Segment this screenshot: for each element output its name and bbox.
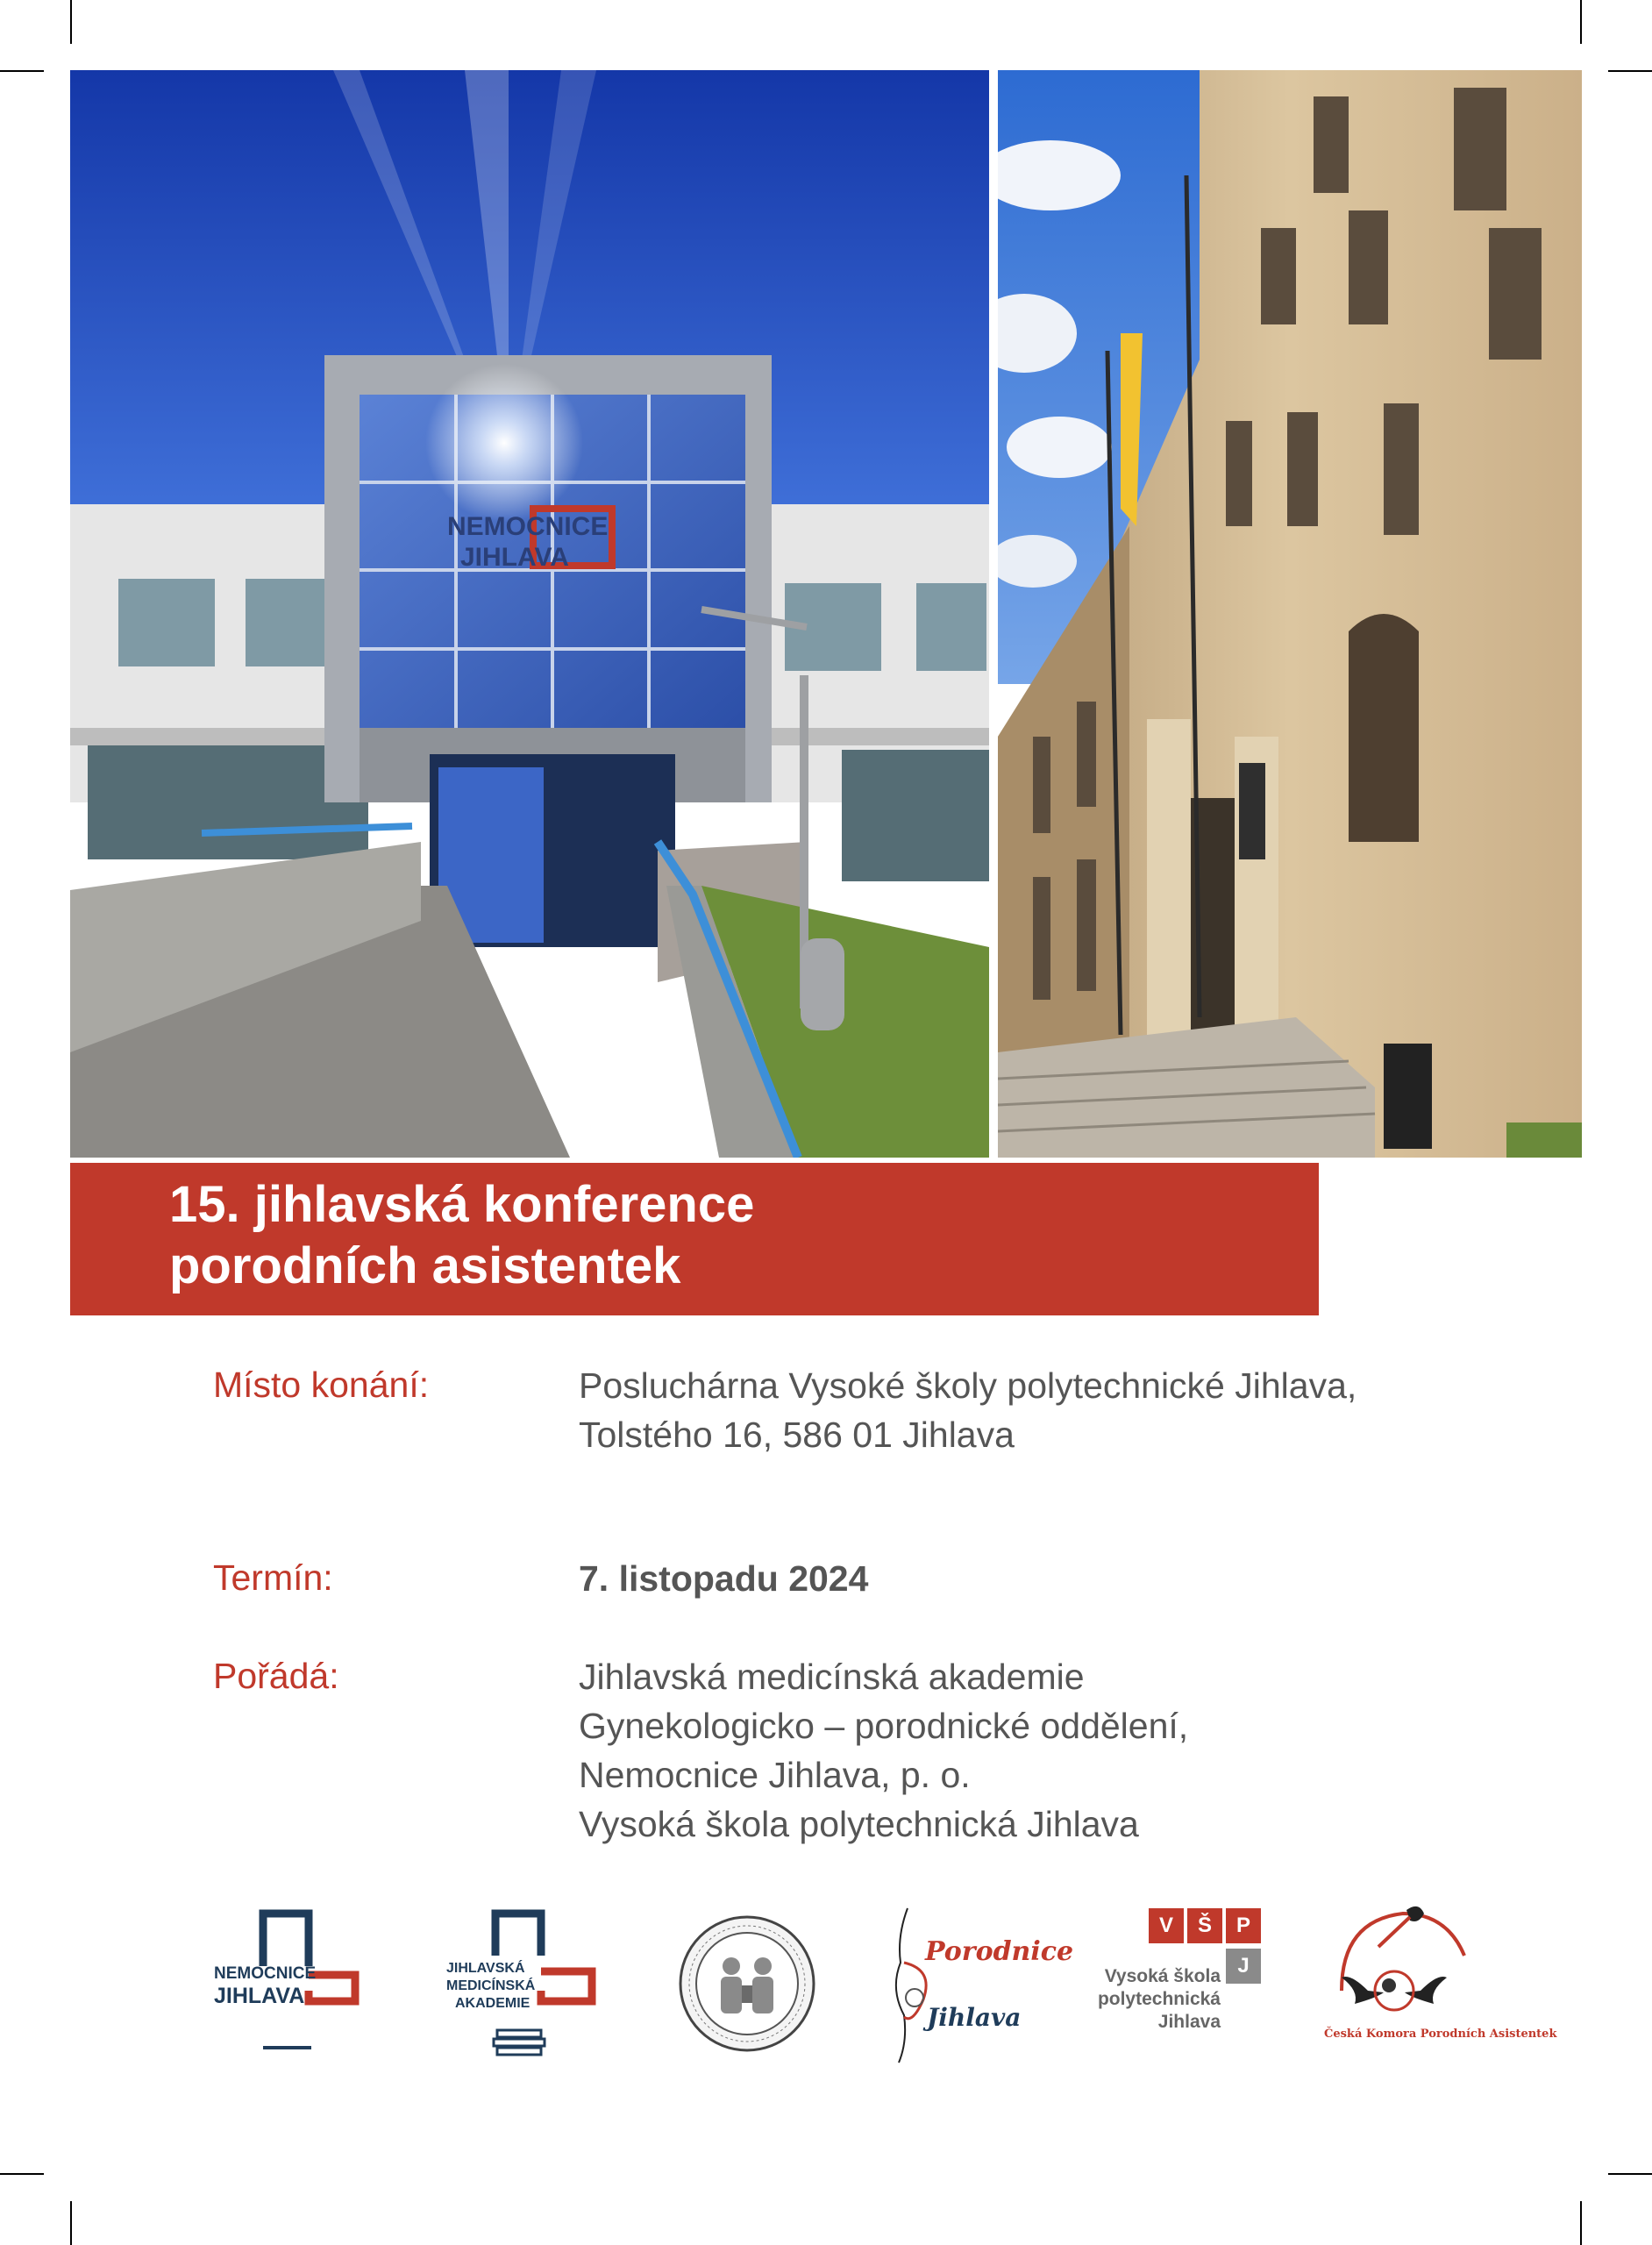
crop-mark bbox=[1608, 70, 1652, 72]
ckpa-logo bbox=[1315, 1894, 1557, 2061]
crop-mark bbox=[1580, 0, 1582, 44]
organizer-line: Nemocnice Jihlava, p. o. bbox=[579, 1755, 971, 1795]
vsp-logo-line1: Vysoká škola bbox=[1104, 1966, 1221, 1986]
jihlavska-medicinska-akademie-logo bbox=[443, 1903, 601, 2061]
vsp-logo-line2: polytechnická bbox=[1097, 1989, 1221, 2009]
organizer-line: Gynekologicko – porodnické oddělení, bbox=[579, 1706, 1189, 1746]
vsp-letter-v: V bbox=[1149, 1908, 1184, 1943]
akademie-logo-line2: MEDICÍNSKÁ bbox=[446, 1978, 536, 1993]
hospital-building-photo bbox=[70, 70, 989, 1158]
nemocnice-logo-line2: JIHLAVA bbox=[214, 1984, 305, 2008]
conference-title-line2: porodních asistentek bbox=[169, 1237, 681, 1294]
venue-label: Místo konání: bbox=[213, 1365, 430, 1405]
date-value: 7. listopadu 2024 bbox=[579, 1558, 869, 1599]
crop-mark bbox=[70, 0, 72, 44]
nemocnice-logo-line1: NEMOCNICE bbox=[214, 1964, 317, 1983]
glass-sign-line2: JIHLAVA bbox=[460, 543, 569, 572]
porodnice-jihlava-logo bbox=[872, 1901, 1074, 2068]
pregnant-silhouette-icon bbox=[872, 1901, 1048, 2068]
conference-title-line1: 15. jihlavská konference bbox=[169, 1176, 755, 1233]
akademie-logo-line3: AKADEMIE bbox=[455, 1996, 530, 2011]
akademie-logo-line1: JIHLAVSKÁ bbox=[446, 1961, 525, 1976]
historic-building-photo bbox=[998, 70, 1582, 1158]
crop-mark bbox=[0, 70, 44, 72]
nemocnice-jihlava-logo bbox=[210, 1903, 368, 2061]
title-band bbox=[70, 1163, 1319, 1315]
organizer-line: Vysoká škola polytechnická Jihlava bbox=[579, 1804, 1139, 1844]
venue-line2: Tolstého 16, 586 01 Jihlava bbox=[579, 1415, 1015, 1455]
ckpa-logo-text: Česká Komora Porodních Asistentek bbox=[1324, 2028, 1557, 2041]
ceska-lekarska-komora-seal-icon bbox=[677, 1914, 817, 2054]
vsp-letter-s: Š bbox=[1187, 1908, 1222, 1943]
crop-mark bbox=[1580, 2201, 1582, 2245]
crop-mark bbox=[0, 2173, 44, 2175]
vsp-letter-j: J bbox=[1226, 1949, 1261, 1984]
crop-mark bbox=[70, 2201, 72, 2245]
organizer-label: Pořádá: bbox=[213, 1656, 339, 1696]
crop-mark bbox=[1608, 2173, 1652, 2175]
vsp-logo-line3: Jihlava bbox=[1157, 2012, 1221, 2032]
vsp-letter-p: P bbox=[1226, 1908, 1261, 1943]
venue-line1: Posluchárna Vysoké školy polytechnické Jihlava, bbox=[579, 1365, 1357, 1406]
glass-sign-line1: NEMOCNICE bbox=[447, 512, 609, 541]
date-label: Termín: bbox=[213, 1557, 333, 1598]
porodnice-logo-line1: Porodnice bbox=[925, 1936, 1074, 1967]
porodnice-logo-line2: Jihlava bbox=[927, 2003, 1022, 2032]
organizer-line: Jihlavská medicínská akademie bbox=[579, 1657, 1085, 1697]
vsp-jihlava-logo bbox=[1061, 1901, 1263, 2050]
